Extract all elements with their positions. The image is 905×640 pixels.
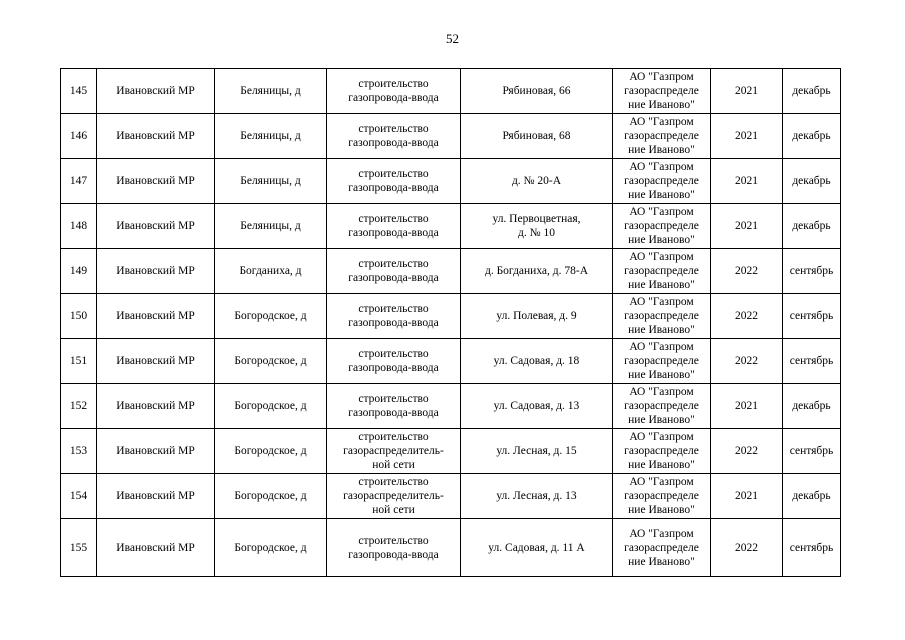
table-row: [61, 114, 841, 159]
address-cell: Рябиновая, 68: [461, 114, 613, 159]
row-number: 147: [61, 159, 97, 204]
table-row: [61, 294, 841, 339]
organization-cell: АО "Газпром газораспределе ние Иваново": [613, 384, 711, 429]
organization-cell: АО "Газпром газораспределе ние Иваново": [613, 339, 711, 384]
table-row: [61, 474, 841, 519]
row-number: 150: [61, 294, 97, 339]
work-type-cell: строительство газопровода-ввода: [327, 384, 461, 429]
address-cell: ул. Садовая, д. 18: [461, 339, 613, 384]
organization-cell: АО "Газпром газораспределе ние Иваново": [613, 474, 711, 519]
row-number: 145: [61, 69, 97, 114]
work-type-cell: строительство газопровода-ввода: [327, 249, 461, 294]
locality-cell: Богданиха, д: [215, 249, 327, 294]
district-cell: Ивановский МР: [97, 249, 215, 294]
page-number: 52: [446, 31, 459, 46]
address-cell: ул. Садовая, д. 13: [461, 384, 613, 429]
table-row: [61, 159, 841, 204]
address-cell: ул. Садовая, д. 11 А: [461, 519, 613, 577]
work-type-cell: строительство газопровода-ввода: [327, 114, 461, 159]
year-cell: 2022: [711, 339, 783, 384]
organization-cell: АО "Газпром газораспределе ние Иваново": [613, 114, 711, 159]
year-cell: 2022: [711, 429, 783, 474]
table-row: [61, 384, 841, 429]
table-row: [61, 204, 841, 249]
address-cell: ул. Лесная, д. 13: [461, 474, 613, 519]
gas-works-table: [60, 68, 841, 577]
year-cell: 2022: [711, 294, 783, 339]
table-row: [61, 339, 841, 384]
year-cell: 2021: [711, 204, 783, 249]
row-number: 154: [61, 474, 97, 519]
row-number: 148: [61, 204, 97, 249]
month-cell: декабрь: [783, 204, 841, 249]
month-cell: декабрь: [783, 69, 841, 114]
year-cell: 2021: [711, 159, 783, 204]
row-number: 155: [61, 519, 97, 577]
row-number: 151: [61, 339, 97, 384]
district-cell: Ивановский МР: [97, 159, 215, 204]
organization-cell: АО "Газпром газораспределе ние Иваново": [613, 204, 711, 249]
month-cell: декабрь: [783, 384, 841, 429]
work-type-cell: строительство газопровода-ввода: [327, 69, 461, 114]
table-row: [61, 519, 841, 577]
address-cell: ул. Полевая, д. 9: [461, 294, 613, 339]
district-cell: Ивановский МР: [97, 339, 215, 384]
year-cell: 2022: [711, 519, 783, 577]
organization-cell: АО "Газпром газораспределе ние Иваново": [613, 69, 711, 114]
address-cell: ул. Лесная, д. 15: [461, 429, 613, 474]
organization-cell: АО "Газпром газораспределе ние Иваново": [613, 429, 711, 474]
row-number: 153: [61, 429, 97, 474]
month-cell: сентябрь: [783, 249, 841, 294]
locality-cell: Беляницы, д: [215, 204, 327, 249]
locality-cell: Богородское, д: [215, 384, 327, 429]
year-cell: 2021: [711, 69, 783, 114]
month-cell: сентябрь: [783, 429, 841, 474]
table-row: [61, 69, 841, 114]
month-cell: сентябрь: [783, 519, 841, 577]
address-cell: Рябиновая, 66: [461, 69, 613, 114]
row-number: 152: [61, 384, 97, 429]
district-cell: Ивановский МР: [97, 474, 215, 519]
month-cell: декабрь: [783, 159, 841, 204]
work-type-cell: строительство газопровода-ввода: [327, 294, 461, 339]
work-type-cell: строительство газораспределитель- ной сети: [327, 429, 461, 474]
year-cell: 2021: [711, 474, 783, 519]
work-type-cell: строительство газопровода-ввода: [327, 159, 461, 204]
locality-cell: Богородское, д: [215, 339, 327, 384]
row-number: 149: [61, 249, 97, 294]
locality-cell: Беляницы, д: [215, 69, 327, 114]
locality-cell: Беляницы, д: [215, 114, 327, 159]
district-cell: Ивановский МР: [97, 519, 215, 577]
row-number: 146: [61, 114, 97, 159]
locality-cell: Богородское, д: [215, 474, 327, 519]
year-cell: 2022: [711, 249, 783, 294]
address-cell: ул. Первоцветная, д. № 10: [461, 204, 613, 249]
month-cell: декабрь: [783, 474, 841, 519]
district-cell: Ивановский МР: [97, 204, 215, 249]
month-cell: сентябрь: [783, 339, 841, 384]
district-cell: Ивановский МР: [97, 384, 215, 429]
month-cell: декабрь: [783, 114, 841, 159]
address-cell: д. Богданиха, д. 78-А: [461, 249, 613, 294]
month-cell: сентябрь: [783, 294, 841, 339]
work-type-cell: строительство газопровода-ввода: [327, 339, 461, 384]
work-type-cell: строительство газопровода-ввода: [327, 519, 461, 577]
district-cell: Ивановский МР: [97, 114, 215, 159]
table-row: [61, 249, 841, 294]
district-cell: Ивановский МР: [97, 69, 215, 114]
year-cell: 2021: [711, 114, 783, 159]
district-cell: Ивановский МР: [97, 429, 215, 474]
locality-cell: Богородское, д: [215, 294, 327, 339]
organization-cell: АО "Газпром газораспределе ние Иваново": [613, 519, 711, 577]
locality-cell: Богородское, д: [215, 519, 327, 577]
work-type-cell: строительство газораспределитель- ной сети: [327, 474, 461, 519]
organization-cell: АО "Газпром газораспределе ние Иваново": [613, 249, 711, 294]
locality-cell: Беляницы, д: [215, 159, 327, 204]
work-type-cell: строительство газопровода-ввода: [327, 204, 461, 249]
district-cell: Ивановский МР: [97, 294, 215, 339]
organization-cell: АО "Газпром газораспределе ние Иваново": [613, 159, 711, 204]
year-cell: 2021: [711, 384, 783, 429]
organization-cell: АО "Газпром газораспределе ние Иваново": [613, 294, 711, 339]
table-row: [61, 429, 841, 474]
address-cell: д. № 20-А: [461, 159, 613, 204]
locality-cell: Богородское, д: [215, 429, 327, 474]
